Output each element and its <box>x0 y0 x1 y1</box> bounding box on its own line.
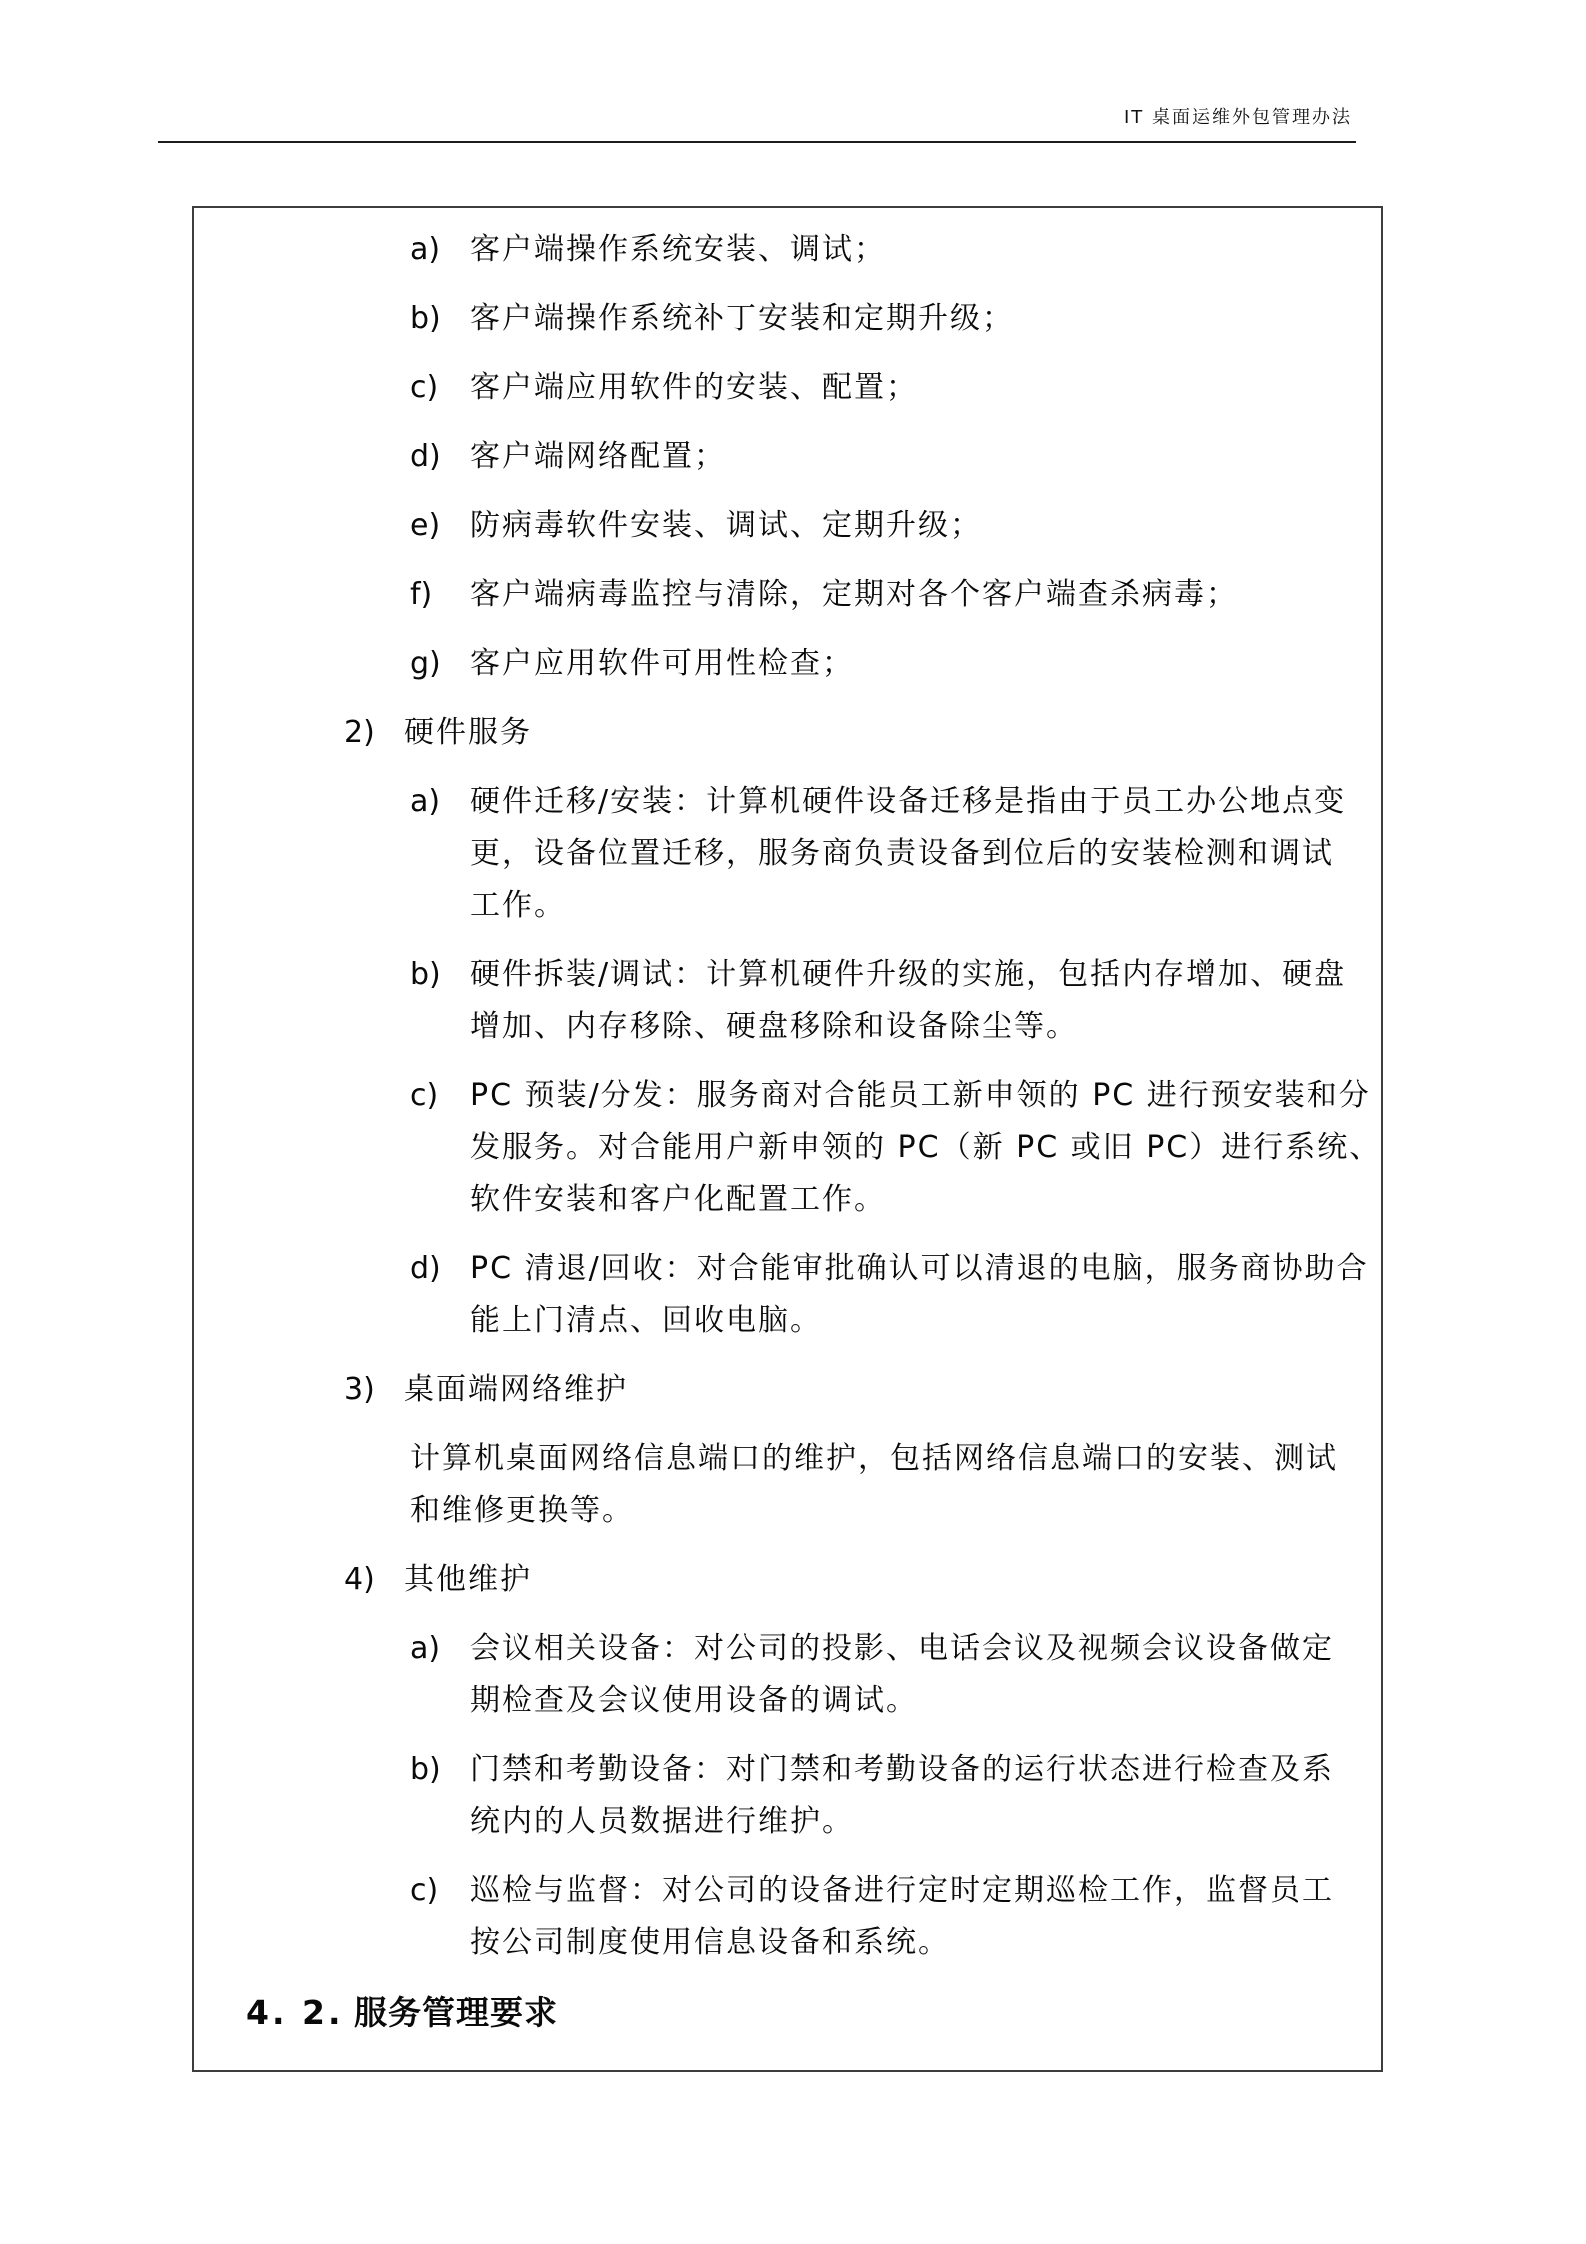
list-item-c1 <box>194 362 1381 414</box>
list-item-text: 硬件拆装/调试：计算机硬件升级的实施，包括内存增加、硬盘 <box>470 957 1347 992</box>
list-item-text: 发服务。对合能用户新申领的 PC（新 PC 或旧 PC）进行系统、 <box>470 1130 1382 1165</box>
header-rule <box>158 141 1356 143</box>
list-item-f1 <box>194 569 1381 621</box>
list-item-text: PC 预装/分发：服务商对合能员工新申领的 PC 进行预安装和分 <box>470 1078 1371 1113</box>
list-item-text: 按公司制度使用信息设备和系统。 <box>470 1925 950 1960</box>
header-title: IT 桌面运维外包管理办法 <box>1123 107 1352 128</box>
list-item-text: PC 清退/回收：对合能审批确认可以清退的电脑，服务商协助合 <box>470 1251 1369 1286</box>
list-item-text: 能上门清点、回收电脑。 <box>470 1303 822 1338</box>
list-item-text: 客户端操作系统补丁安装和定期升级； <box>470 301 1014 336</box>
list-item-text: 期检查及会议使用设备的调试。 <box>470 1683 918 1718</box>
list-item-text: 软件安装和客户化配置工作。 <box>470 1182 886 1217</box>
list-item-text: 门禁和考勤设备：对门禁和考勤设备的运行状态进行检查及系 <box>470 1752 1334 1787</box>
list-marker: g) <box>410 646 441 681</box>
list-item-a2 <box>194 776 1381 932</box>
list-item-text: 客户端网络配置； <box>470 439 726 474</box>
list-marker: c) <box>410 370 439 405</box>
list-item-a3 <box>194 1623 1381 1727</box>
list-marker: a) <box>410 1631 441 1666</box>
page-header <box>160 103 1352 129</box>
list-item-text: 客户端操作系统安装、调试； <box>470 232 886 267</box>
list-item-a1 <box>194 224 1381 276</box>
list-item-text: 客户端应用软件的安装、配置； <box>470 370 918 405</box>
list-marker: 3) <box>344 1372 375 1407</box>
list-item-c3 <box>194 1865 1381 1969</box>
list-marker: a) <box>410 784 441 819</box>
list-item-g1 <box>194 638 1381 690</box>
list-item-e1 <box>194 500 1381 552</box>
section-item-4 <box>194 1554 1381 1606</box>
list-item-text: 客户端病毒监控与清除，定期对各个客户端查杀病毒； <box>470 577 1238 612</box>
list-item-c2 <box>194 1070 1381 1226</box>
list-item-b2 <box>194 949 1381 1053</box>
section-title: 硬件服务 <box>404 715 532 750</box>
list-marker: d) <box>410 1251 441 1286</box>
list-item-d1 <box>194 431 1381 483</box>
list-item-text: 防病毒软件安装、调试、定期升级； <box>470 508 982 543</box>
list-item-text: 增加、内存移除、硬盘移除和设备除尘等。 <box>470 1009 1078 1044</box>
list-marker: d) <box>410 439 441 474</box>
list-marker: c) <box>410 1078 439 1113</box>
list-marker: b) <box>410 301 441 336</box>
list-marker: b) <box>410 1752 441 1787</box>
list-item-d2 <box>194 1243 1381 1347</box>
paragraph-text: 计算机桌面网络信息端口的维护，包括网络信息端口的安装、测试 <box>410 1441 1338 1476</box>
section-title: 桌面端网络维护 <box>404 1372 628 1407</box>
list-item-text: 硬件迁移/安装：计算机硬件设备迁移是指由于员工办公地点变 <box>470 784 1347 819</box>
list-marker: e) <box>410 508 441 543</box>
list-item-text: 客户应用软件可用性检查； <box>470 646 854 681</box>
paragraph <box>194 1433 1381 1537</box>
heading-number: 4. 2. <box>246 1993 344 2032</box>
list-item-text: 巡检与监督：对公司的设备进行定时定期巡检工作，监督员工 <box>470 1873 1334 1908</box>
content-box <box>192 206 1383 2072</box>
list-marker: f) <box>410 577 433 612</box>
heading-title: 服务管理要求 <box>354 1993 558 2032</box>
section-title: 其他维护 <box>404 1562 532 1597</box>
list-item-b1 <box>194 293 1381 345</box>
section-item-2 <box>194 707 1381 759</box>
list-item-text: 更，设备位置迁移，服务商负责设备到位后的安装检测和调试 <box>470 836 1334 871</box>
section-item-3 <box>194 1364 1381 1416</box>
list-item-text: 会议相关设备：对公司的投影、电话会议及视频会议设备做定 <box>470 1631 1334 1666</box>
list-marker: c) <box>410 1873 439 1908</box>
list-item-text: 统内的人员数据进行维护。 <box>470 1804 854 1839</box>
paragraph-text: 和维修更换等。 <box>410 1493 634 1528</box>
list-item-text: 工作。 <box>470 888 566 923</box>
section-heading-4-2 <box>194 1991 1381 2035</box>
list-marker: 2) <box>344 715 375 750</box>
list-marker: b) <box>410 957 441 992</box>
list-marker: a) <box>410 232 441 267</box>
list-marker: 4) <box>344 1562 375 1597</box>
list-item-b3 <box>194 1744 1381 1848</box>
